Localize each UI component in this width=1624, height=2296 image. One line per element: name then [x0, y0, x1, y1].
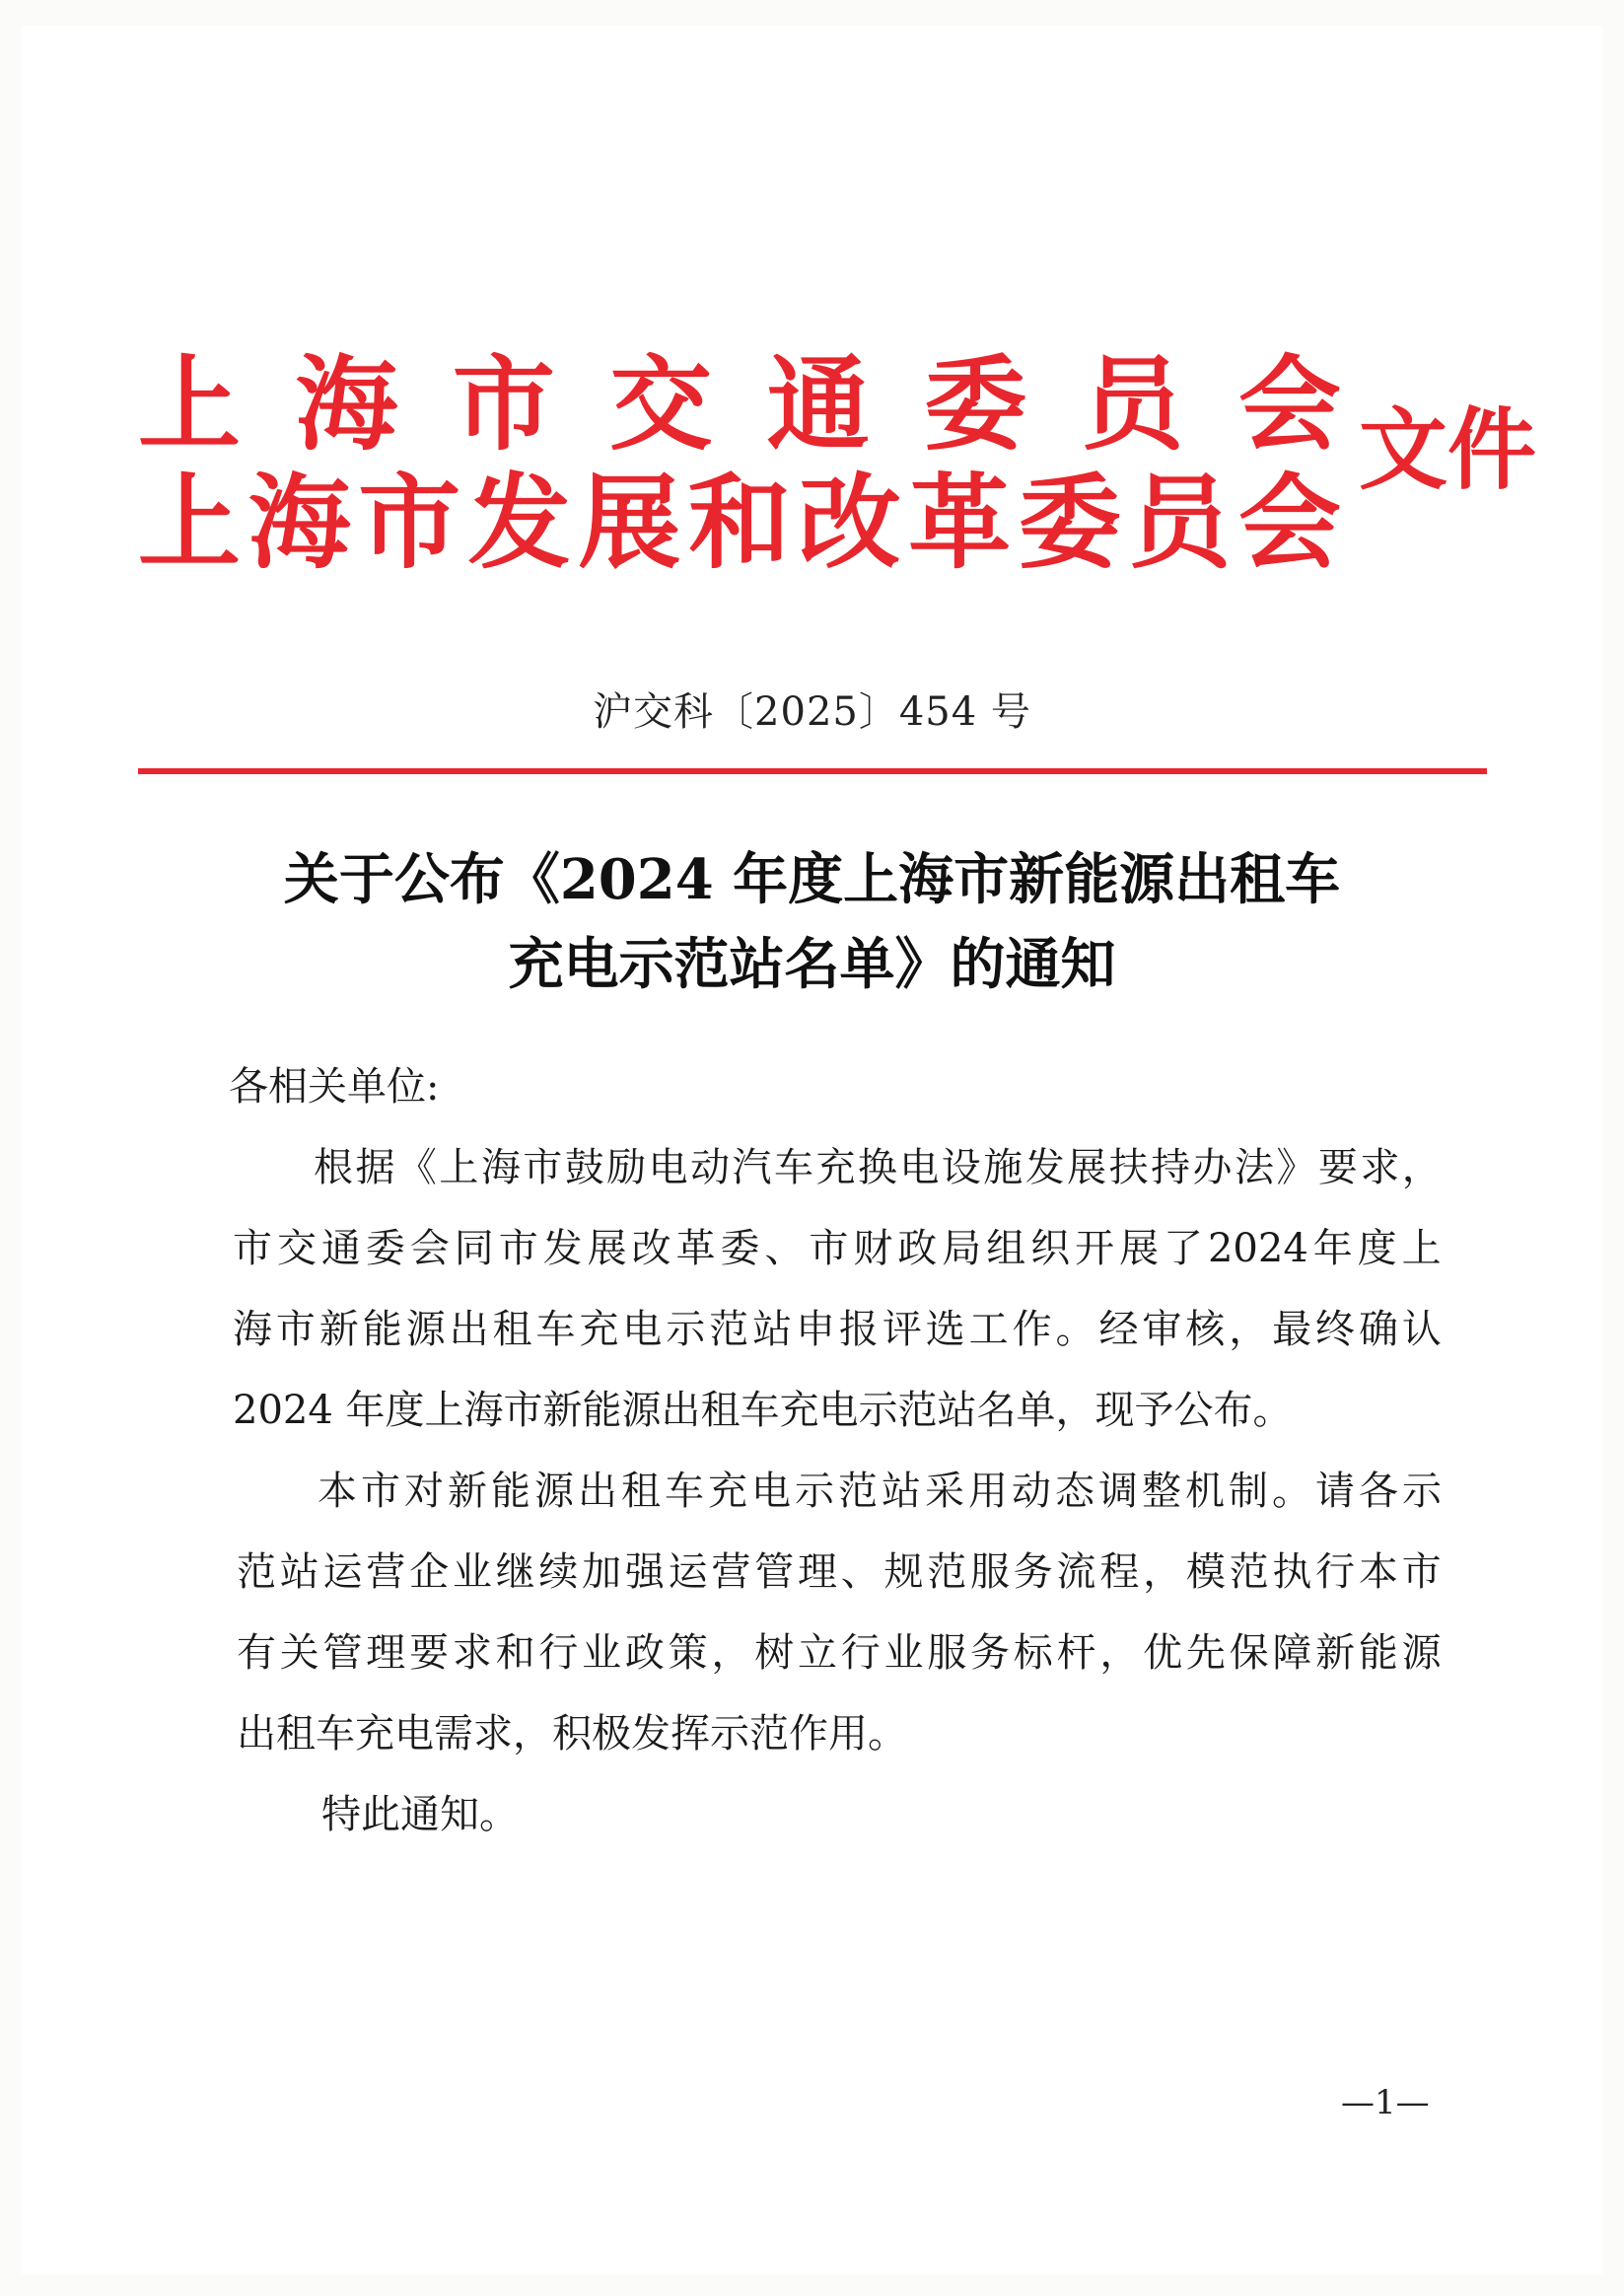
paragraph-1-line: 根 据 《 上 海 市 鼓 励 电 动 汽 车 充 换 电 设 施 发 展 扶 持 办 法 》 要 求 ，: [314, 1145, 1442, 1190]
paragraph-1-line: 2024 年度上海市新能源出租车充电示范站名单，现予公布。: [233, 1388, 1293, 1433]
paragraph-2-line: 范 站 运 营 企 业 继 续 加 强 运 营 管 理 、 规 范 服 务 流 程 ， 模 范 执 行 本 市: [237, 1549, 1442, 1595]
paragraph-2-line: 有 关 管 理 要 求 和 行 业 政 策 ， 树 立 行 业 服 务 标 杆 ， 优 先 保 障 新 能 源: [237, 1630, 1442, 1676]
paragraph-2-line: 出租车充电需求，积极发挥示范作用。: [237, 1711, 907, 1757]
closing-statement: 特此通知。: [321, 1792, 519, 1837]
issuer-line-1: 上 海 市 交 通 委 员 会: [138, 344, 1341, 465]
document-number: 沪交科〔2025〕454 号: [593, 689, 1031, 735]
page-number: —1—: [1341, 2083, 1430, 2122]
document-type-label: 文件: [1359, 398, 1536, 502]
issuer-line-2: 上 海 市 发 展 和 改 革 委 员 会: [138, 463, 1341, 583]
red-divider-line: [138, 768, 1487, 774]
notice-title-line-2: 充电示范站名单》的通知: [508, 932, 1116, 997]
paragraph-1-line: 海 市 新 能 源 出 租 车 充 电 示 范 站 申 报 评 选 工 作 。 经 审 核 ， 最 终 确 认: [233, 1307, 1442, 1352]
paragraph-1-line: 市 交 通 委 会 同 市 发 展 改 革 委 、 市 财 政 局 组 织 开 展 了 2024 年 度 上: [233, 1226, 1442, 1271]
notice-title-line-1: 关于公布《2024 年度上海市新能源出租车: [283, 847, 1341, 912]
salutation: 各相关单位:: [229, 1064, 440, 1110]
paragraph-2-line: 本 市 对 新 能 源 出 租 车 充 电 示 范 站 采 用 动 态 调 整 机 制 。 请 各 示: [318, 1469, 1442, 1514]
